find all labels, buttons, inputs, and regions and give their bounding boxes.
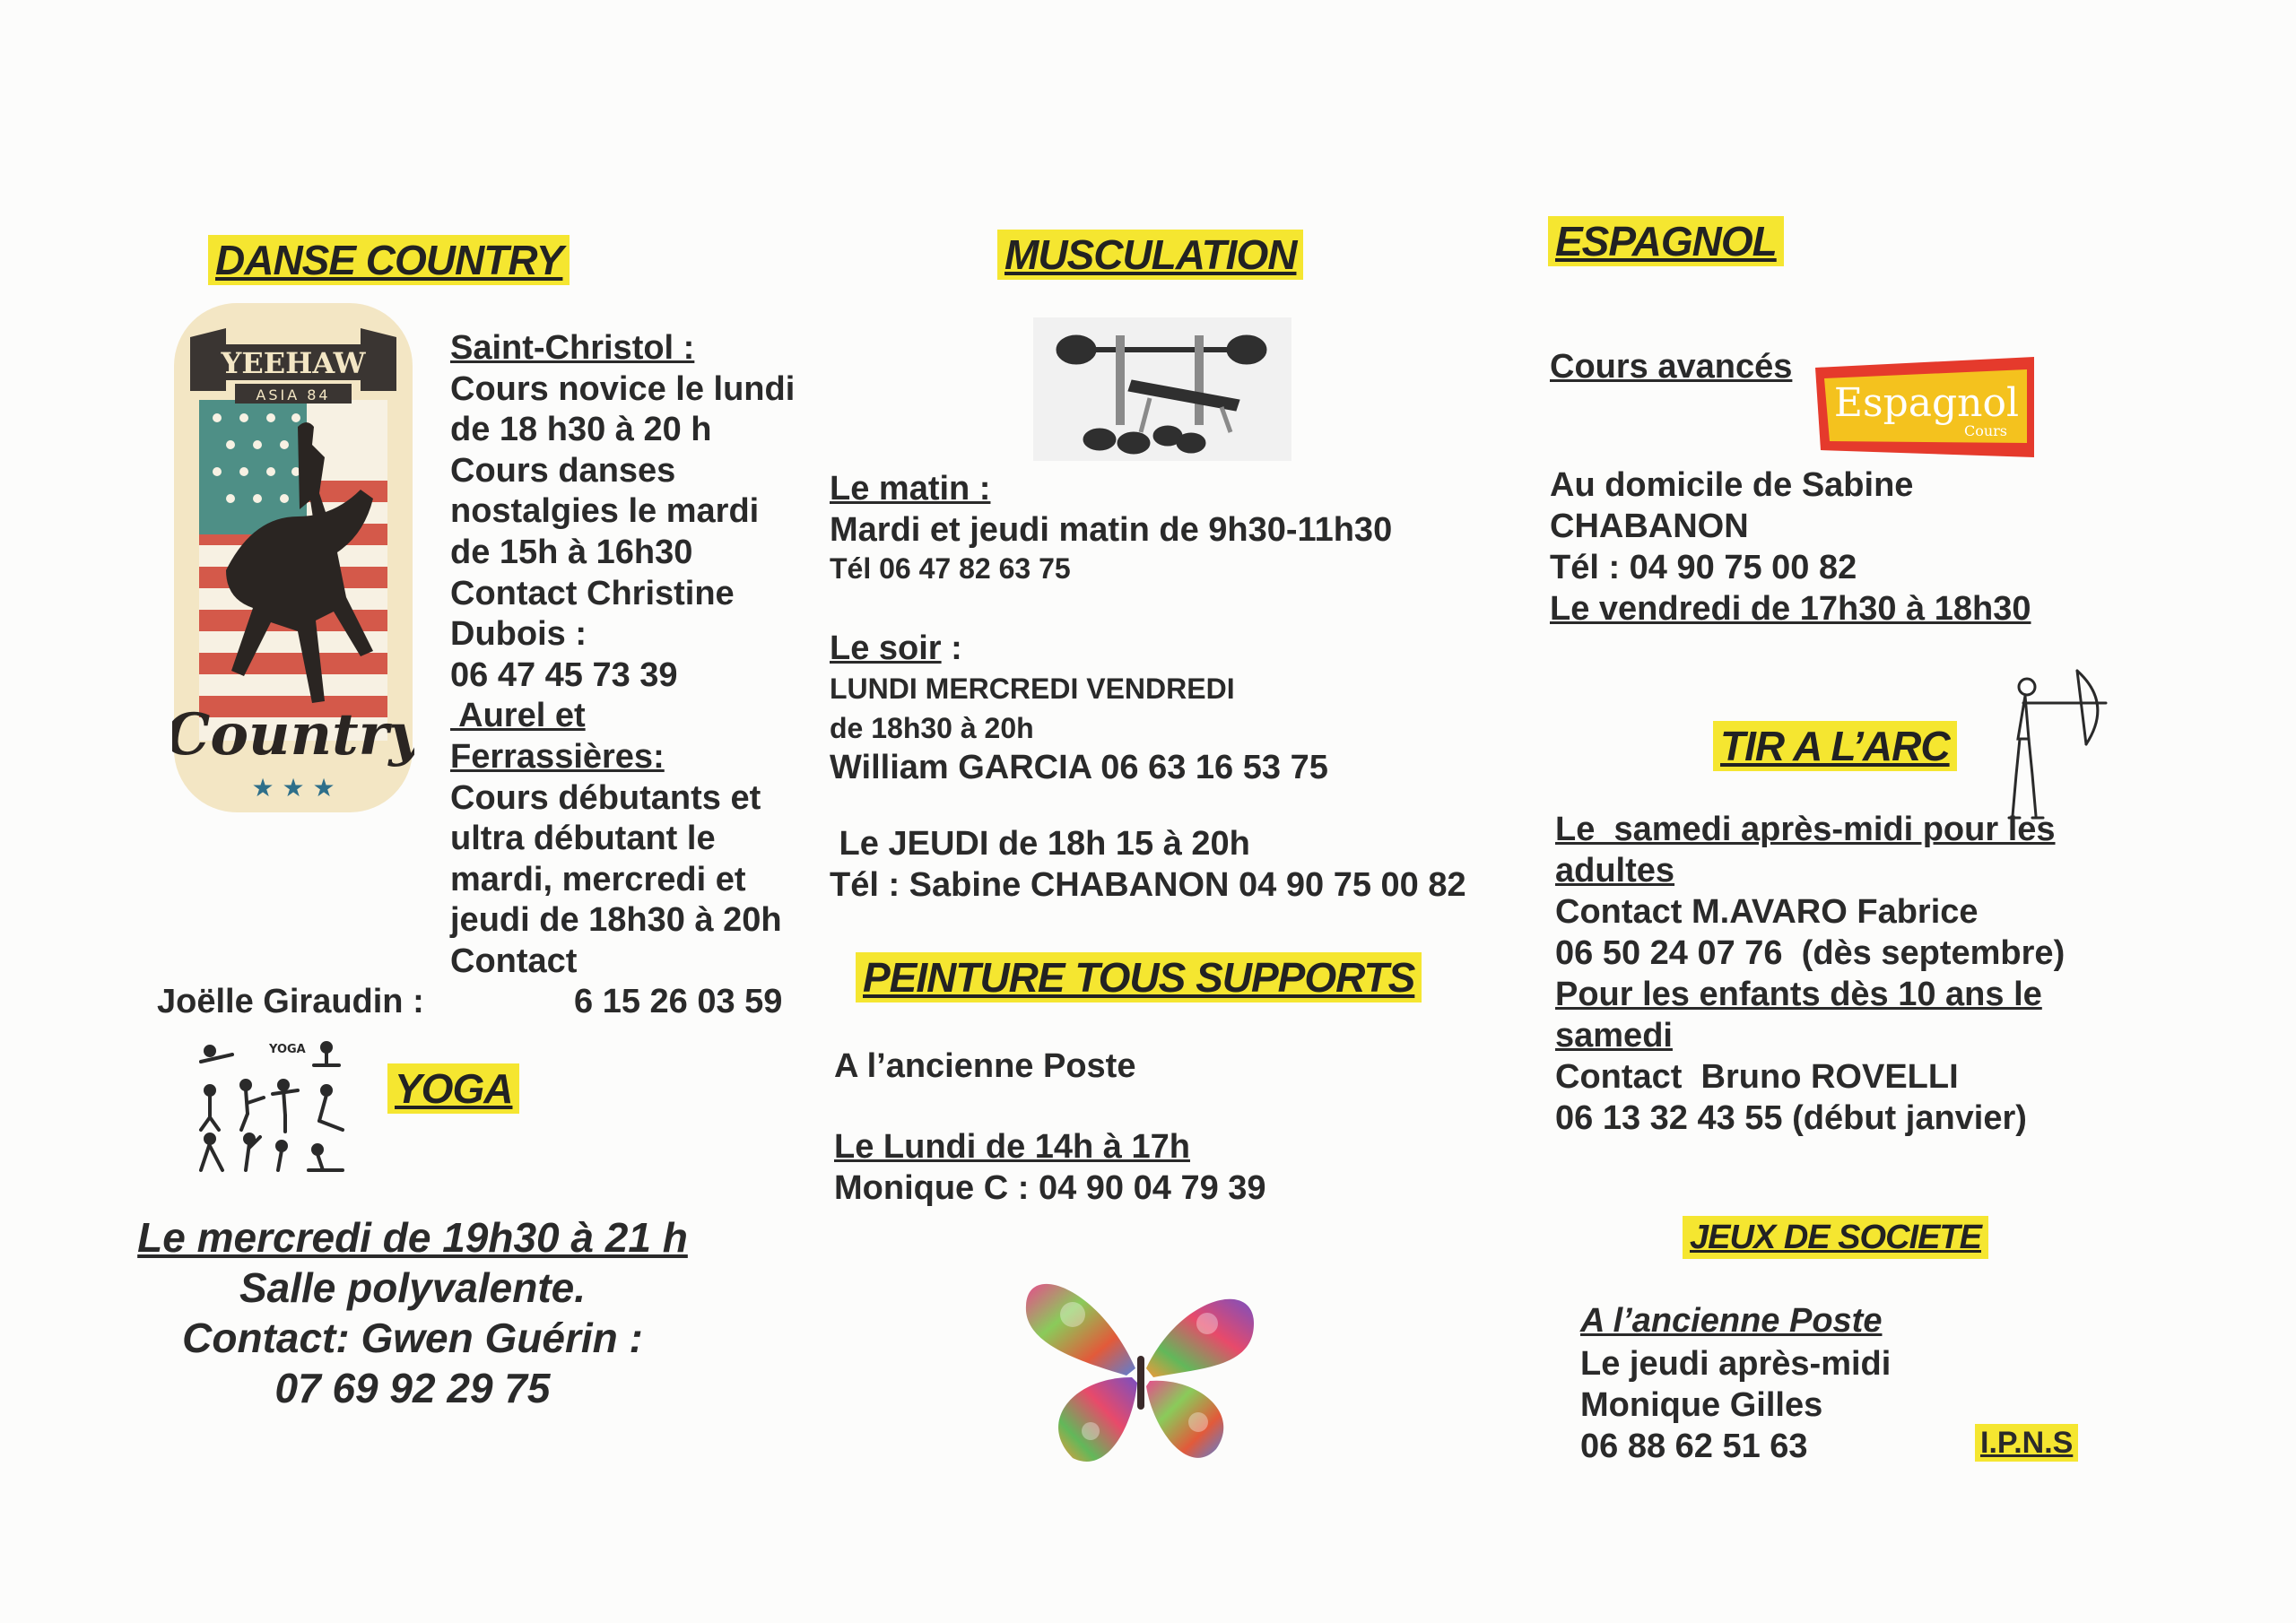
- espagnol-when: Le vendredi de 17h30 à 18h30: [1550, 590, 2031, 628]
- tir-arc-line: Pour les enfants dès 10 ans le: [1555, 976, 2042, 1013]
- espagnol-badge-sub: Cours: [1963, 422, 2007, 439]
- danse-line: de 15h à 16h30: [450, 533, 693, 571]
- danse-line: nostalgies le mardi: [450, 492, 760, 531]
- logo-top-text: YEEHAW: [221, 346, 366, 380]
- espagnol-badge-graphic: [1812, 357, 2038, 457]
- espagnol-line: Tél : 04 90 75 00 82: [1550, 549, 1857, 586]
- tir-arc-line: samedi: [1555, 1017, 1673, 1055]
- jeux-place: A l’ancienne Poste: [1580, 1302, 1883, 1340]
- danse-line: Cours novice le lundi: [450, 369, 796, 408]
- musculation-matin-block: [830, 468, 1392, 586]
- jeux-details: [1580, 1343, 1891, 1467]
- danse-line: Saint-Christol :: [450, 329, 695, 367]
- danse-contact-phone: 6 15 26 03 59: [574, 983, 783, 1020]
- yoga-line: 07 69 92 29 75: [274, 1365, 551, 1411]
- matin-line: Mardi et jeudi matin de 9h30-11h30: [830, 511, 1393, 549]
- danse-country-title: DANSE COUNTRY: [208, 235, 570, 285]
- espagnol-line: CHABANON: [1550, 508, 1749, 545]
- peinture-place: A l’ancienne Poste: [834, 1047, 1136, 1085]
- espagnol-title: ESPAGNOL: [1548, 216, 1784, 266]
- peinture-when: Le Lundi de 14h à 17h: [834, 1128, 1190, 1166]
- tir-arc-line: Le samedi après-midi pour les: [1555, 811, 2056, 848]
- butterfly-graphic: [1019, 1270, 1261, 1472]
- danse-line: jeudi de 18h30 à 20h: [450, 901, 782, 940]
- country-logo-image: [172, 301, 414, 814]
- jeux-line: 06 88 62 51 63: [1580, 1428, 1808, 1465]
- jeudi-tel: Tél : Sabine CHABANON 04 90 75 00 82: [830, 866, 1466, 904]
- tir-arc-line: Contact Bruno ROVELLI: [1555, 1058, 1959, 1096]
- yoga-line: Le mercredi de 19h30 à 21 h: [137, 1214, 688, 1261]
- soir-line: LUNDI MERCREDI VENDREDI: [830, 673, 1235, 705]
- tir-arc-line: Contact M.AVARO Fabrice: [1555, 893, 1979, 931]
- peinture-title: PEINTURE TOUS SUPPORTS: [856, 952, 1422, 1002]
- musculation-soir-block: [830, 628, 1328, 787]
- soir-colon: :: [941, 629, 962, 667]
- logo-sub-text: ASIA 84: [256, 386, 331, 404]
- tir-arc-details: [1555, 809, 2065, 1139]
- jeudi-line: Le JEUDI de 18h 15 à 20h: [830, 825, 1250, 863]
- jeux-line: Monique Gilles: [1580, 1386, 1823, 1424]
- yoga-icon-label: YOGA: [269, 1043, 306, 1056]
- yoga-details: [90, 1212, 735, 1413]
- soir-line: William GARCIA 06 63 16 53 75: [830, 749, 1328, 786]
- danse-line: Dubois :: [450, 615, 587, 654]
- yoga-poses-icon: [192, 1040, 350, 1175]
- yoga-line: Contact: Gwen Guérin :: [182, 1315, 643, 1361]
- jeux-title: JEUX DE SOCIETE: [1683, 1216, 1988, 1259]
- yoga-poses-graphic: [192, 1040, 350, 1175]
- espagnol-badge-word: Espagnol: [1833, 380, 2020, 426]
- peinture-block: [834, 1126, 1266, 1209]
- peinture-contact: Monique C : 04 90 04 79 39: [834, 1169, 1266, 1207]
- danse-line: mardi, mercredi et: [450, 860, 746, 898]
- espagnol-line: Au domicile de Sabine: [1550, 466, 1914, 504]
- archer-icon: [2005, 667, 2113, 821]
- yoga-title: YOGA: [387, 1063, 519, 1114]
- musculation-jeudi-block: [830, 823, 1466, 906]
- danse-line: de 18 h30 à 20 h: [450, 411, 712, 449]
- danse-line: 06 47 45 73 39: [450, 655, 678, 694]
- ipns-badge: I.P.N.S: [1975, 1424, 2078, 1462]
- espagnol-level: Cours avancés: [1550, 348, 1793, 386]
- weight-bench-graphic: [1033, 317, 1292, 461]
- danse-line: Ferrassières:: [450, 737, 665, 776]
- yoga-line: Salle polyvalente.: [239, 1264, 587, 1311]
- danse-line: Contact: [450, 942, 578, 980]
- archer-graphic: [2005, 667, 2113, 821]
- country-logo-graphic: [172, 301, 414, 814]
- espagnol-details: [1550, 464, 2031, 629]
- logo-stars: ★ ★ ★: [251, 773, 335, 803]
- danse-line: Aurel et: [450, 697, 586, 735]
- weight-bench-image: [1033, 317, 1292, 461]
- logo-script-text: Country: [172, 701, 414, 768]
- jeux-line: Le jeudi après-midi: [1580, 1345, 1892, 1383]
- matin-tel: Tél 06 47 82 63 75: [830, 552, 1071, 585]
- danse-line: Cours débutants et: [450, 778, 761, 817]
- musculation-title: MUSCULATION: [997, 230, 1303, 280]
- tir-arc-line: 06 13 32 43 55 (début janvier): [1555, 1099, 2027, 1137]
- tir-arc-line: adultes: [1555, 852, 1675, 890]
- butterfly-image: [1019, 1270, 1261, 1472]
- danse-line: Cours danses: [450, 451, 676, 490]
- danse-line: Contact Christine: [450, 574, 735, 612]
- tir-arc-title: TIR A L’ARC: [1713, 721, 1957, 771]
- danse-contact-name: Joëlle Giraudin :: [157, 983, 424, 1020]
- espagnol-badge: [1812, 357, 2038, 457]
- danse-line: ultra débutant le: [450, 820, 716, 858]
- soir-label: Le soir: [830, 629, 942, 667]
- matin-label: Le matin :: [830, 470, 991, 508]
- tir-arc-line: 06 50 24 07 76 (dès septembre): [1555, 934, 2066, 972]
- danse-country-details: [450, 328, 795, 983]
- soir-line: de 18h30 à 20h: [830, 712, 1034, 744]
